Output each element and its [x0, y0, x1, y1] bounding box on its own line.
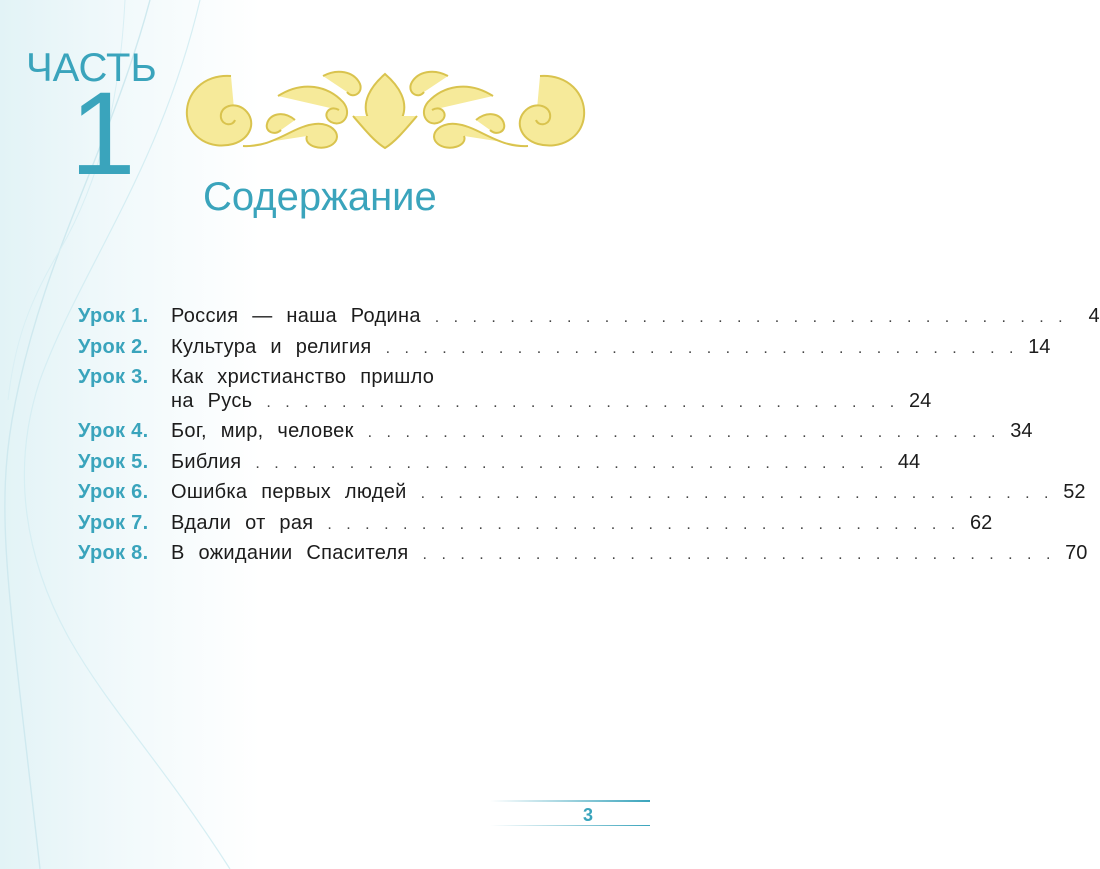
- leader-dots: . . . . . . . . . . . . . . . . . . . . . . . . . . . . . . . . . .: [434, 309, 1068, 326]
- toc-entry[interactable]: [78, 450, 921, 482]
- part-number: 1: [70, 68, 136, 200]
- lesson-label: Урок 7.: [78, 511, 149, 534]
- lesson-label: Урок 5.: [78, 450, 149, 473]
- page-number: 3: [582, 805, 593, 825]
- toc-entry[interactable]: [78, 305, 1100, 336]
- lesson-title: Культура и религия: [171, 335, 372, 358]
- toc-entry[interactable]: [78, 481, 1086, 512]
- page-ref: 52: [1063, 481, 1086, 503]
- toc-entry[interactable]: [78, 420, 1033, 451]
- leader-dots: . . . . . . . . . . . . . . . . . . . . . . . . . . . . . . . . . .: [255, 454, 889, 472]
- lesson-title: Библия: [171, 450, 242, 473]
- toc-entry[interactable]: [78, 335, 1051, 367]
- lesson-label: Урок 4.: [78, 420, 149, 442]
- leader-dots: . . . . . . . . . . . . . . . . . . . . . . . . . . . . . . . . . .: [385, 339, 1019, 357]
- lesson-label: Урок 3.: [78, 366, 149, 388]
- lesson-title: Как христианство пришло: [171, 366, 435, 388]
- footer-rule: [490, 825, 650, 826]
- lesson-title: Россия — наша Родина: [171, 305, 421, 327]
- lesson-label: Урок 6.: [78, 481, 149, 503]
- page-ref: 62: [969, 511, 993, 534]
- page-title: Содержание: [203, 175, 437, 219]
- leader-dots: . . . . . . . . . . . . . . . . . . . . . . . . . . . . . . . . . .: [422, 546, 1056, 563]
- lesson-title: Бог, мир, человек: [171, 420, 354, 442]
- page-ref: 70: [1065, 542, 1088, 564]
- leader-dots: . . . . . . . . . . . . . . . . . . . . . . . . . . . . . . . . . .: [367, 424, 1001, 441]
- lesson-title: В ожидании Спасителя: [171, 542, 409, 564]
- part-label: ЧАСТЬ: [26, 46, 157, 90]
- footer-rule: [490, 800, 650, 802]
- page-ref: 34: [1010, 420, 1033, 442]
- lesson-label: Урок 8.: [78, 542, 149, 564]
- toc-entry[interactable]: [78, 542, 1088, 573]
- lesson-label: Урок 1.: [78, 305, 149, 327]
- lesson-title-continued: на Русь: [171, 390, 253, 412]
- ornament-flourish: [183, 66, 588, 154]
- toc-entry[interactable]: [78, 511, 993, 543]
- lesson-title: Вдали от рая: [171, 511, 314, 534]
- page-ref: 4: [1088, 305, 1100, 327]
- lesson-title: Ошибка первых людей: [171, 481, 407, 503]
- leader-dots: . . . . . . . . . . . . . . . . . . . . . . . . . . . . . . . . . .: [266, 394, 900, 411]
- leader-dots: . . . . . . . . . . . . . . . . . . . . . . . . . . . . . . . . . .: [420, 485, 1054, 502]
- table-of-contents: [78, 305, 1100, 573]
- lesson-label: Урок 2.: [78, 335, 149, 358]
- page-ref: 44: [897, 450, 921, 473]
- page-ref: 24: [908, 390, 932, 412]
- leader-dots: . . . . . . . . . . . . . . . . . . . . . . . . . . . . . . . . . .: [327, 515, 961, 533]
- toc-entry[interactable]: [78, 366, 932, 420]
- page-ref: 14: [1028, 335, 1051, 358]
